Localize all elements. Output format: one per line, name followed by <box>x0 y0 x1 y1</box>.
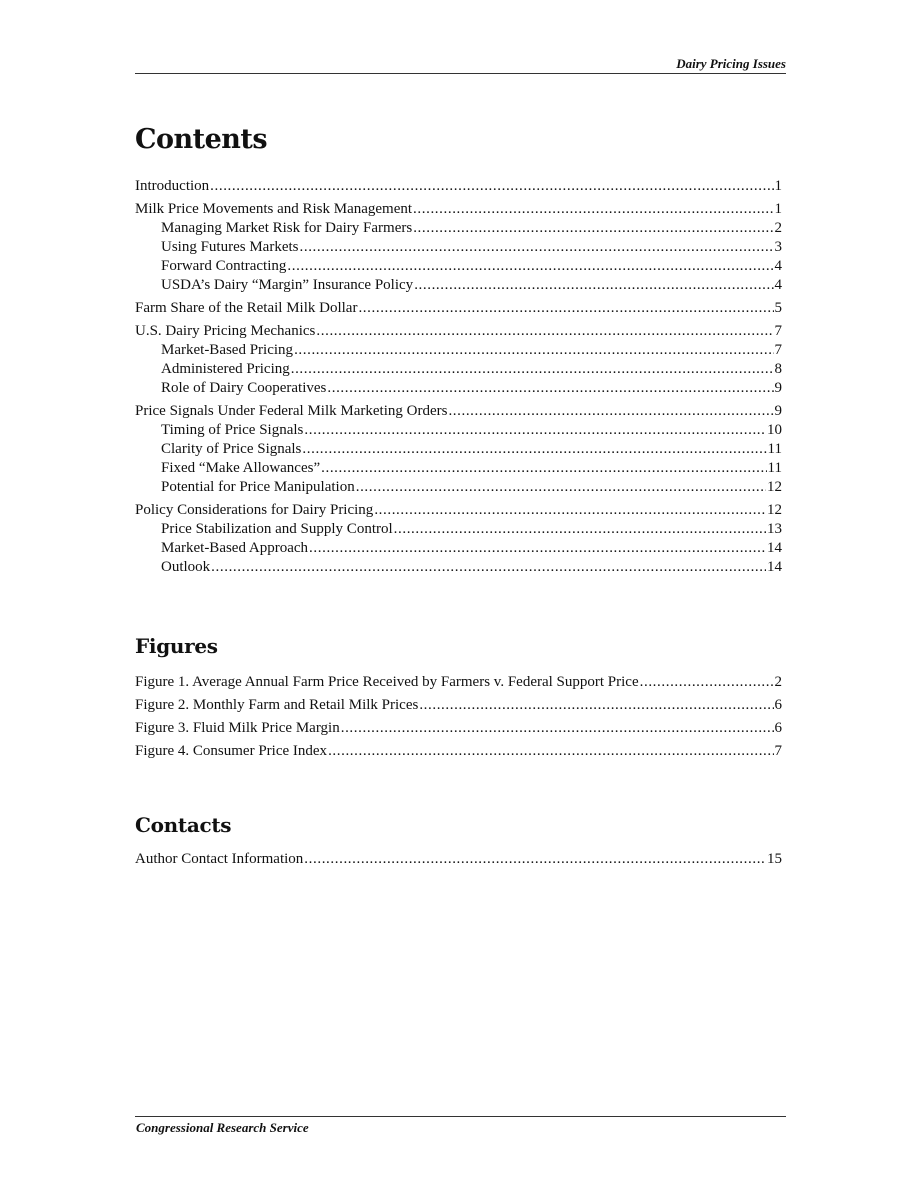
toc-entry-title: Price Signals Under Federal Milk Marketing Orders <box>135 403 448 419</box>
toc-entry-title: Forward Contracting <box>161 258 287 274</box>
toc-entry[interactable] <box>135 341 782 360</box>
toc-entry-title: U.S. Dairy Pricing Mechanics <box>135 323 316 339</box>
toc-entry[interactable] <box>135 478 782 497</box>
footer-rule <box>135 1116 786 1117</box>
toc-entry-page-number: 6 <box>774 697 782 713</box>
toc-entry-page-number: 9 <box>774 380 782 396</box>
toc-entry-title: Potential for Price Manipulation <box>161 479 355 495</box>
dot-leader <box>374 501 766 520</box>
toc-entry-title: Administered Pricing <box>161 361 290 377</box>
dot-leader <box>210 177 773 196</box>
toc-entry-title: Introduction <box>135 178 210 194</box>
dot-leader <box>394 520 766 539</box>
dot-leader <box>291 360 774 379</box>
toc-entry[interactable] <box>135 440 782 459</box>
toc-entry-page-number: 11 <box>767 460 782 476</box>
toc-entry[interactable] <box>135 322 782 341</box>
toc-entry-title: Using Futures Markets <box>161 239 299 255</box>
toc-entry-title: Market-Based Approach <box>161 540 309 556</box>
toc-entry-page-number: 5 <box>774 300 782 316</box>
toc-entry[interactable] <box>135 520 782 539</box>
toc-entry[interactable] <box>135 402 782 421</box>
toc-entry[interactable] <box>135 379 782 398</box>
contents-heading: Contents <box>135 124 268 155</box>
toc-entry-page-number: 1 <box>774 201 782 217</box>
dot-leader <box>287 257 773 276</box>
toc-entry-title: Market-Based Pricing <box>161 342 294 358</box>
toc-entry-page-number: 6 <box>774 720 782 736</box>
dot-leader <box>413 219 773 238</box>
running-footer: Congressional Research Service <box>136 1120 309 1135</box>
toc-entry[interactable] <box>135 276 782 295</box>
toc-entry-page-number: 7 <box>774 743 782 759</box>
dot-leader <box>358 299 773 318</box>
toc-entry[interactable] <box>135 360 782 379</box>
toc-entry-page-number: 7 <box>774 323 782 339</box>
toc-entry-title: Timing of Price Signals <box>161 422 304 438</box>
toc-entry-page-number: 9 <box>774 403 782 419</box>
toc-entry-page-number: 11 <box>767 441 782 457</box>
toc-entry[interactable] <box>135 459 782 478</box>
toc-entry[interactable] <box>135 238 782 257</box>
toc-entry-title: Outlook <box>161 559 211 575</box>
toc-entry-page-number: 13 <box>767 521 782 537</box>
toc-entry-page-number: 2 <box>774 220 782 236</box>
dot-leader <box>211 558 766 577</box>
dot-leader <box>316 322 773 341</box>
toc-entry-page-number: 15 <box>767 851 782 867</box>
toc-entry[interactable] <box>135 696 782 715</box>
toc-entry-title: USDA’s Dairy “Margin” Insurance Policy <box>161 277 414 293</box>
dot-leader <box>304 850 766 869</box>
toc-entry-title: Role of Dairy Cooperatives <box>161 380 327 396</box>
toc-entry-title: Fixed “Make Allowances” <box>161 460 321 476</box>
toc-entry[interactable] <box>135 539 782 558</box>
toc-entry-page-number: 14 <box>767 540 782 556</box>
toc-entry-page-number: 14 <box>767 559 782 575</box>
contacts-list <box>135 850 782 869</box>
toc-entry-page-number: 12 <box>767 479 782 495</box>
toc-entry[interactable] <box>135 719 782 738</box>
toc-entry[interactable] <box>135 850 782 869</box>
toc-entry-page-number: 1 <box>774 178 782 194</box>
dot-leader <box>356 478 766 497</box>
toc-entry[interactable] <box>135 742 782 761</box>
dot-leader <box>640 673 774 692</box>
contacts-heading: Contacts <box>135 813 232 837</box>
figures-list <box>135 673 782 761</box>
toc-entry[interactable] <box>135 299 782 318</box>
dot-leader <box>413 200 773 219</box>
toc-entry-title: Price Stabilization and Supply Control <box>161 521 393 537</box>
toc-entry-page-number: 3 <box>774 239 782 255</box>
dot-leader <box>328 742 773 761</box>
toc-entry-page-number: 7 <box>774 342 782 358</box>
dot-leader <box>309 539 766 558</box>
dot-leader <box>419 696 773 715</box>
dot-leader <box>302 440 766 459</box>
toc-entry-title: Managing Market Risk for Dairy Farmers <box>161 220 413 236</box>
dot-leader <box>448 402 773 421</box>
toc-entry[interactable] <box>135 177 782 196</box>
running-header: Dairy Pricing Issues <box>676 56 786 71</box>
toc-entry-page-number: 12 <box>767 502 782 518</box>
toc-entry[interactable] <box>135 673 782 692</box>
toc-entry-title: Farm Share of the Retail Milk Dollar <box>135 300 358 316</box>
contents-list <box>135 177 782 577</box>
dot-leader <box>341 719 774 738</box>
dot-leader <box>294 341 773 360</box>
toc-entry-title: Figure 3. Fluid Milk Price Margin <box>135 720 340 736</box>
toc-entry[interactable] <box>135 257 782 276</box>
toc-entry-page-number: 4 <box>774 277 782 293</box>
toc-entry-title: Author Contact Information <box>135 851 304 867</box>
dot-leader <box>321 459 766 478</box>
header-rule <box>135 73 786 74</box>
dot-leader <box>304 421 766 440</box>
dot-leader <box>414 276 773 295</box>
toc-entry-page-number: 10 <box>767 422 782 438</box>
toc-entry[interactable] <box>135 558 782 577</box>
figures-heading: Figures <box>135 634 218 658</box>
toc-entry-title: Policy Considerations for Dairy Pricing <box>135 502 374 518</box>
toc-entry-title: Figure 4. Consumer Price Index <box>135 743 328 759</box>
toc-entry-page-number: 8 <box>774 361 782 377</box>
dot-leader <box>300 238 774 257</box>
toc-entry[interactable] <box>135 501 782 520</box>
dot-leader <box>327 379 773 398</box>
toc-entry-title: Clarity of Price Signals <box>161 441 302 457</box>
toc-entry[interactable] <box>135 421 782 440</box>
toc-entry[interactable] <box>135 200 782 219</box>
toc-entry-page-number: 4 <box>774 258 782 274</box>
toc-entry-title: Milk Price Movements and Risk Management <box>135 201 413 217</box>
toc-entry-page-number: 2 <box>774 674 782 690</box>
toc-entry[interactable] <box>135 219 782 238</box>
toc-entry-title: Figure 1. Average Annual Farm Price Received by Farmers v. Federal Support Price <box>135 674 639 690</box>
toc-entry-title: Figure 2. Monthly Farm and Retail Milk Prices <box>135 697 419 713</box>
